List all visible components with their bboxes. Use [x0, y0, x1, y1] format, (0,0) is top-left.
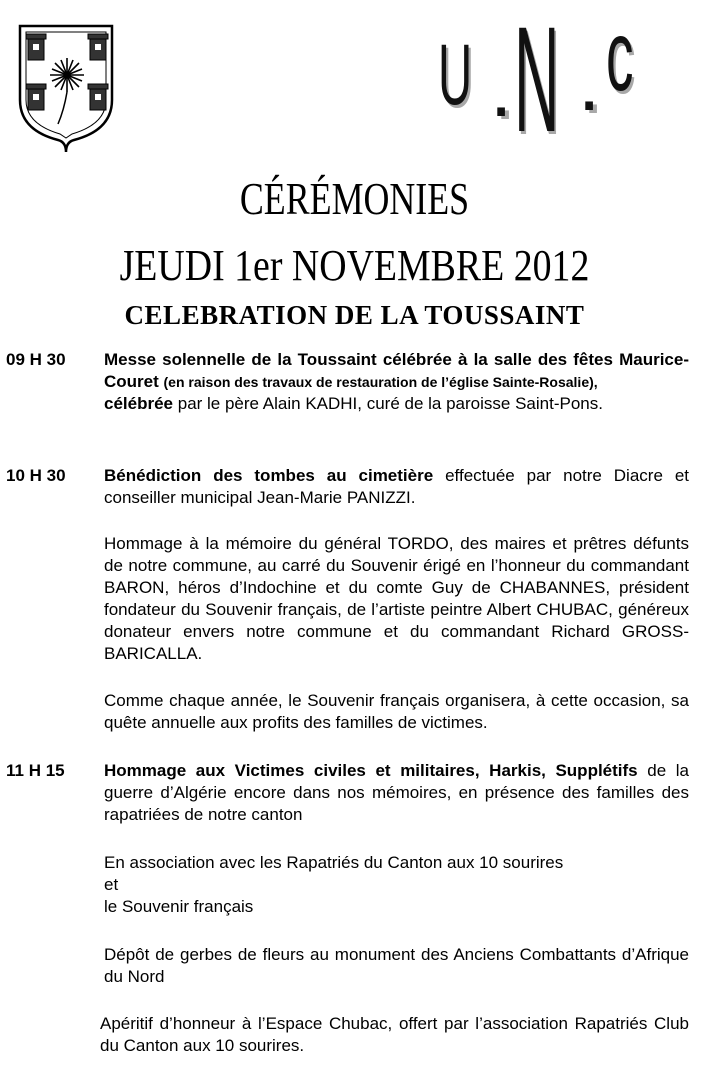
event-1-description: [104, 349, 689, 415]
event-date-heading: JEUDI 1er NOVEMBRE 2012: [119, 241, 590, 290]
event-3-association-line3: le Souvenir français: [104, 897, 254, 916]
event-time-2: 10 H 30: [6, 466, 66, 485]
event-3-association-line1: En association avec les Rapatriés du Canton aux 10 sourires: [104, 853, 564, 872]
unc-dot-2: .: [578, 38, 601, 127]
event-time-1: 09 H 30: [6, 350, 66, 369]
event-time-3: 11 H 15: [6, 761, 65, 780]
event-1-detail: par le père Alain KADHI, curé de la paroisse Saint-Pons.: [177, 394, 603, 413]
event-1-note: (en raison des travaux de restauration de l’église Sainte-Rosalie),: [163, 374, 598, 390]
unc-logo: [432, 0, 707, 163]
event-3-description: [104, 760, 689, 826]
event-3-association: [104, 852, 689, 918]
event-2-quete: Comme chaque année, le Souvenir français organisera, à cette occasion, sa quête annuelle aux profits des familles de victimes.: [104, 691, 689, 732]
event-2-detail: effectuée par notre Diacre et conseiller municipal Jean-Marie PANIZZI.: [104, 466, 689, 507]
coat-of-arms-crest: [14, 20, 118, 156]
page-title: CÉRÉMONIES: [239, 173, 470, 224]
event-3-depot: Dépôt de gerbes de fleurs au monument des Anciens Combattants d’Afrique du Nord: [104, 945, 689, 986]
unc-letter-n: N: [514, 0, 560, 163]
event-3-association-line2: et: [104, 875, 119, 894]
unc-letter-c: c: [606, 0, 634, 112]
event-1-celebree: célébrée: [104, 394, 173, 413]
event-2-description: [104, 465, 689, 509]
closing-aperitif: Apéritif d’honneur à l’Espace Chubac, offert par l’association Rapatriés Club du Canton aux 10 sourires.: [100, 1014, 689, 1055]
event-3-title: Hommage aux Victimes civiles et militaires, Harkis, Supplétifs: [104, 761, 638, 780]
event-2-hommage: Hommage à la mémoire du général TORDO, des maires et prêtres défunts de notre commune, au carré du Souvenir érigé en l’honneur du commandant BARON, héros d’Indochine et du comte Guy de CHABANNES, président fondateur du Souvenir français, de l’artiste peintre Albert CHUBAC, généreux donateur envers notre commune et du commandant Richard GROSS-BARICALLA.: [104, 534, 689, 663]
event-subtitle: CELEBRATION DE LA TOUSSAINT: [124, 300, 585, 330]
event-2-title: Bénédiction des tombes au cimetière: [104, 466, 434, 485]
event-3-detail: de la guerre d’Algérie encore dans nos mémoires, en présence des familles des rapatriées de notre canton: [104, 761, 689, 824]
unc-dot-1: .: [490, 44, 513, 133]
unc-letter-u: U: [438, 27, 473, 123]
event-1-title: Messe solennelle de la Toussaint célébrée à la salle des fêtes Maurice-Couret: [104, 350, 689, 391]
